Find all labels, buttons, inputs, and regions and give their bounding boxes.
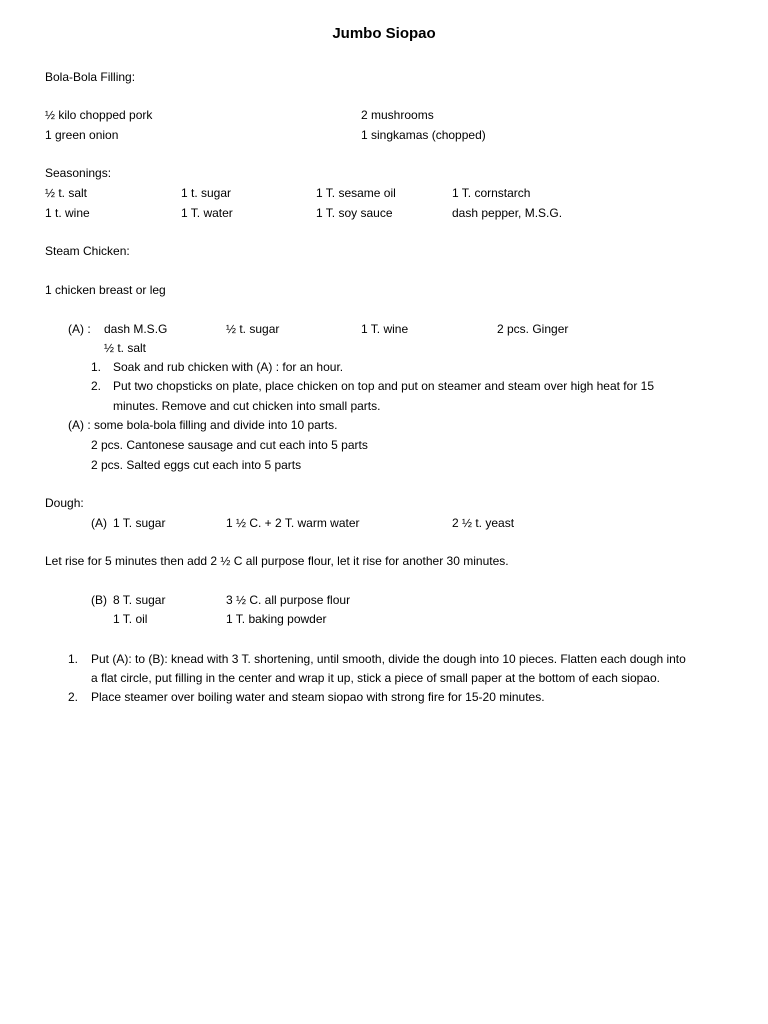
chicken-a-item: ½ t. salt — [104, 341, 147, 355]
chicken-a2-item: 2 pcs. Cantonese sausage and cut each into 5 parts — [91, 438, 368, 452]
chicken-a2-line: (A) : some bola-bola filling and divide into 10 parts. — [68, 418, 338, 432]
chicken-a-label: (A) : — [68, 322, 91, 336]
step-number: 1. — [91, 360, 102, 374]
filling-item: 1 green onion — [45, 128, 119, 142]
filling-item: 1 singkamas (chopped) — [361, 128, 486, 142]
dough-b-item: 1 T. oil — [113, 612, 148, 626]
dough-a-item: 1 T. sugar — [113, 516, 166, 530]
dough-b-label: (B) — [91, 593, 107, 607]
dough-b-item: 8 T. sugar — [113, 593, 166, 607]
filling-item: ½ kilo chopped pork — [45, 108, 153, 122]
dough-b-item: 3 ½ C. all purpose flour — [226, 593, 351, 607]
seasoning-item: 1 T. cornstarch — [452, 186, 531, 200]
step-text-continued: a flat circle, put filling in the center and wrap it up, stick a piece of small paper at the bottom of each siopao. — [91, 671, 660, 685]
step-number: 2. — [91, 379, 102, 393]
seasoning-item: 1 t. sugar — [181, 186, 232, 200]
step-text: Place steamer over boiling water and steam siopao with strong fire for 15-20 minutes. — [91, 690, 545, 704]
chicken-a-item: ½ t. sugar — [226, 322, 280, 336]
seasoning-item: ½ t. salt — [45, 186, 88, 200]
step-text: Put (A): to (B): knead with 3 T. shortening, until smooth, divide the dough into 10 pieces. Flatten each dough into — [91, 652, 686, 666]
seasoning-item: dash pepper, M.S.G. — [452, 206, 563, 220]
seasoning-item: 1 t. wine — [45, 206, 90, 220]
dough-a-label: (A) — [91, 516, 107, 530]
chicken-a-item: dash M.S.G — [104, 322, 168, 336]
step-number: 1. — [68, 652, 79, 666]
seasoning-item: 1 T. sesame oil — [316, 186, 396, 200]
seasoning-item: 1 T. soy sauce — [316, 206, 393, 220]
chicken-heading: Steam Chicken: — [45, 244, 130, 258]
chicken-a-item: 2 pcs. Ginger — [497, 322, 569, 336]
step-number: 2. — [68, 690, 79, 704]
dough-heading: Dough: — [45, 496, 84, 510]
chicken-item: 1 chicken breast or leg — [45, 283, 166, 297]
chicken-a-item: 1 T. wine — [361, 322, 409, 336]
seasoning-item: 1 T. water — [181, 206, 233, 220]
dough-b-item: 1 T. baking powder — [226, 612, 327, 626]
page-title: Jumbo Siopao — [332, 25, 436, 42]
seasonings-heading: Seasonings: — [45, 166, 112, 180]
step-text-continued: minutes. Remove and cut chicken into small parts. — [113, 399, 381, 413]
chicken-a2-item: 2 pcs. Salted eggs cut each into 5 parts — [91, 458, 302, 472]
filling-heading: Bola-Bola Filling: — [45, 70, 136, 84]
filling-item: 2 mushrooms — [361, 108, 434, 122]
dough-a-item: 2 ½ t. yeast — [452, 516, 515, 530]
dough-rise-text: Let rise for 5 minutes then add 2 ½ C all purpose flour, let it rise for another 30 minutes. — [45, 554, 509, 568]
step-text: Put two chopsticks on plate, place chicken on top and put on steamer and steam over high heat for 15 — [113, 379, 654, 393]
dough-a-item: 1 ½ C. + 2 T. warm water — [226, 516, 360, 530]
step-text: Soak and rub chicken with (A) : for an hour. — [113, 360, 344, 374]
